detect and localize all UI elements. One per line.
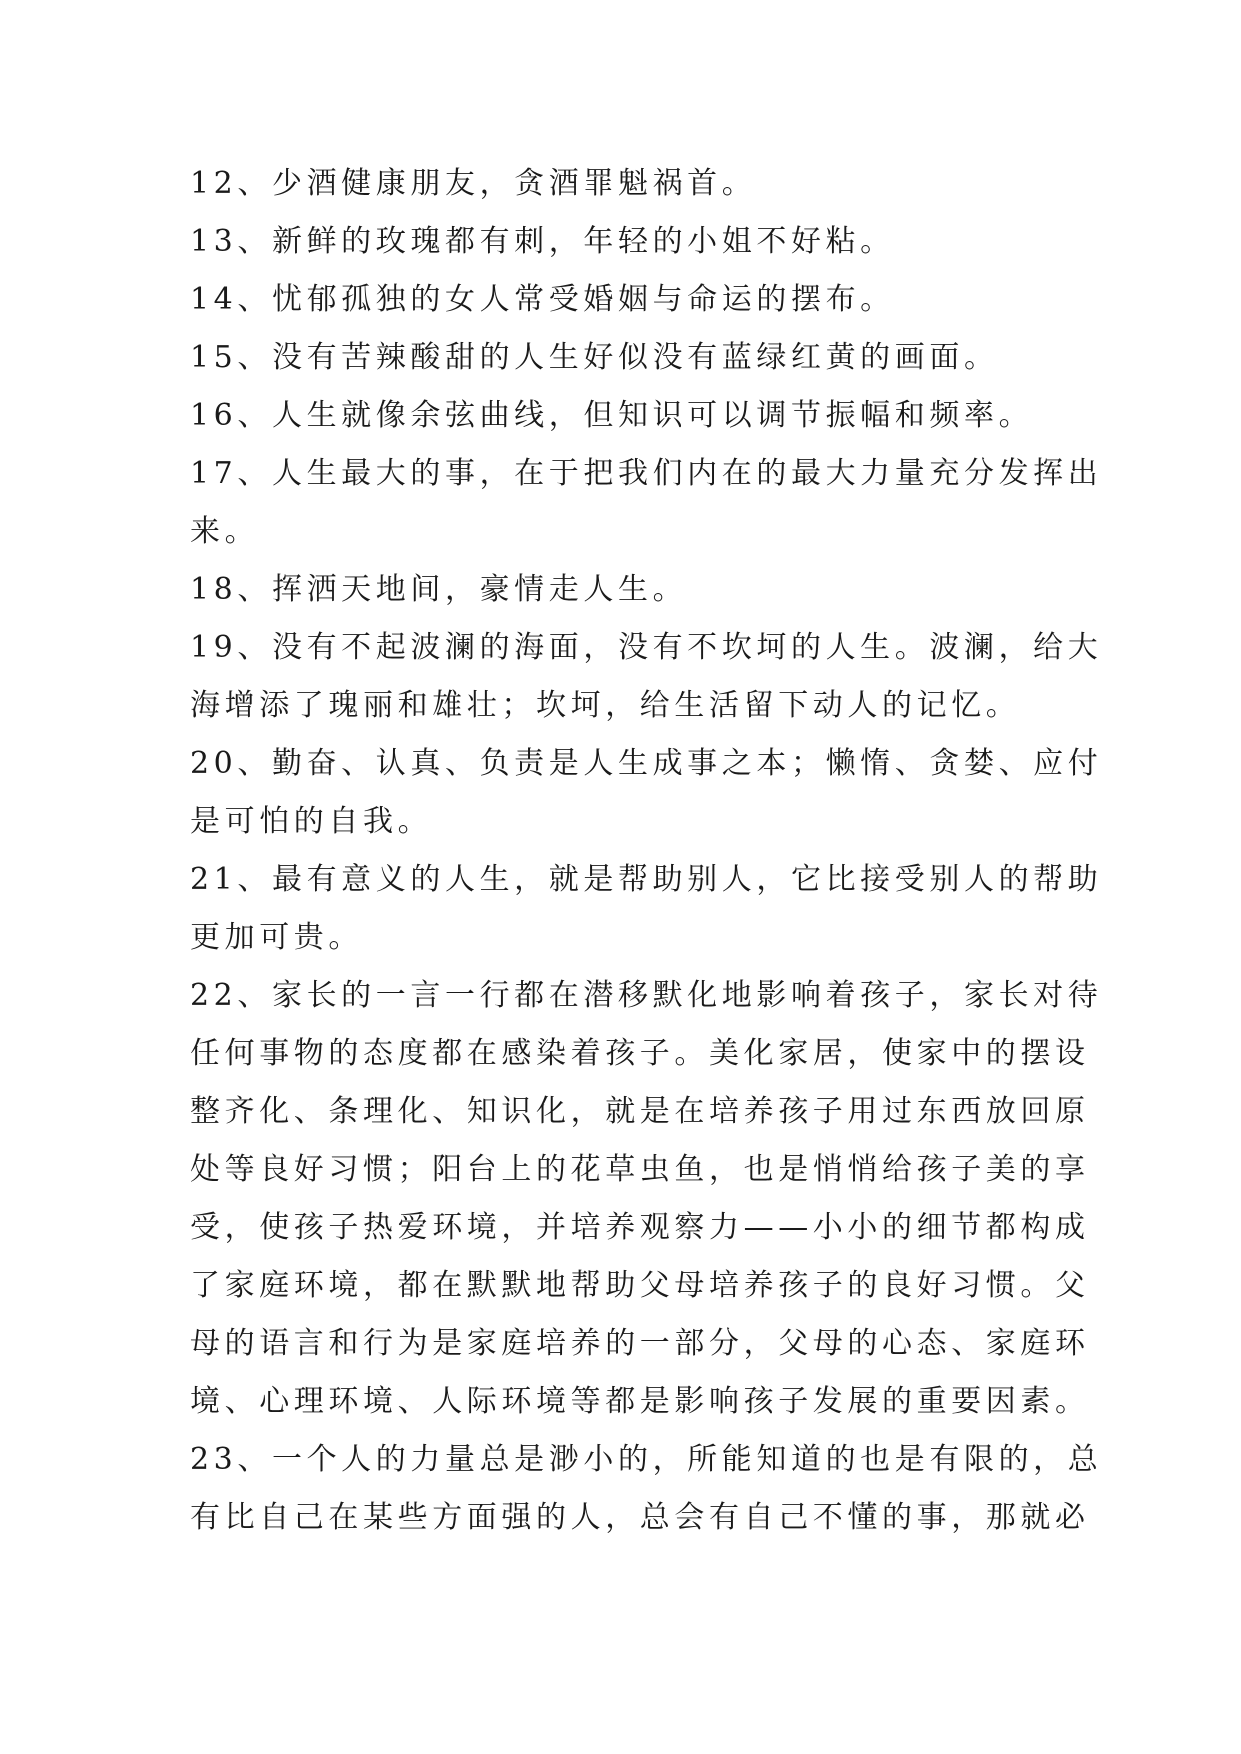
text-line: 23、一个人的力量总是渺小的，所能知道的也是有限的，总 <box>190 1442 1103 1477</box>
text-line: 19、没有不起波澜的海面，没有不坎坷的人生。波澜，给大 <box>190 630 1103 665</box>
text-line: 22、家长的一言一行都在潜移默化地影响着孩子，家长对待 <box>190 978 1103 1013</box>
text-line: 13、新鲜的玫瑰都有刺，年轻的小姐不好粘。 <box>190 224 895 259</box>
text-line: 处等良好习惯；阳台上的花草虫鱼，也是悄悄给孩子美的享 <box>190 1152 1090 1187</box>
text-line: 18、挥洒天地间，豪情走人生。 <box>190 572 688 607</box>
text-line: 了家庭环境，都在默默地帮助父母培养孩子的良好习惯。父 <box>190 1268 1090 1303</box>
text-line: 母的语言和行为是家庭培养的一部分，父母的心态、家庭环 <box>190 1326 1090 1361</box>
text-line: 整齐化、条理化、知识化，就是在培养孩子用过东西放回原 <box>190 1094 1090 1129</box>
text-line: 境、心理环境、人际环境等都是影响孩子发展的重要因素。 <box>190 1384 1090 1419</box>
text-line: 更加可贵。 <box>190 920 363 955</box>
text-line: 12、少酒健康朋友，贪酒罪魁祸首。 <box>190 166 757 201</box>
text-line: 17、人生最大的事，在于把我们内在的最大力量充分发挥出 <box>190 456 1103 491</box>
text-line: 有比自己在某些方面强的人，总会有自己不懂的事，那就必 <box>190 1500 1090 1535</box>
text-line: 受，使孩子热爱环境，并培养观察力——小小的细节都构成 <box>190 1210 1090 1245</box>
text-line: 来。 <box>190 514 260 549</box>
text-line: 20、勤奋、认真、负责是人生成事之本；懒惰、贪婪、应付 <box>190 746 1103 781</box>
text-line: 海增添了瑰丽和雄壮；坎坷，给生活留下动人的记忆。 <box>190 688 1021 723</box>
text-line: 是可怕的自我。 <box>190 804 433 839</box>
text-line: 15、没有苦辣酸甜的人生好似没有蓝绿红黄的画面。 <box>190 340 999 375</box>
text-line: 14、忧郁孤独的女人常受婚姻与命运的摆布。 <box>190 282 895 317</box>
text-line: 21、最有意义的人生，就是帮助别人，它比接受别人的帮助 <box>190 862 1103 897</box>
text-line: 16、人生就像余弦曲线，但知识可以调节振幅和频率。 <box>190 398 1034 433</box>
text-line: 任何事物的态度都在感染着孩子。美化家居，使家中的摆设 <box>190 1036 1090 1071</box>
document-body <box>190 155 1103 1547</box>
